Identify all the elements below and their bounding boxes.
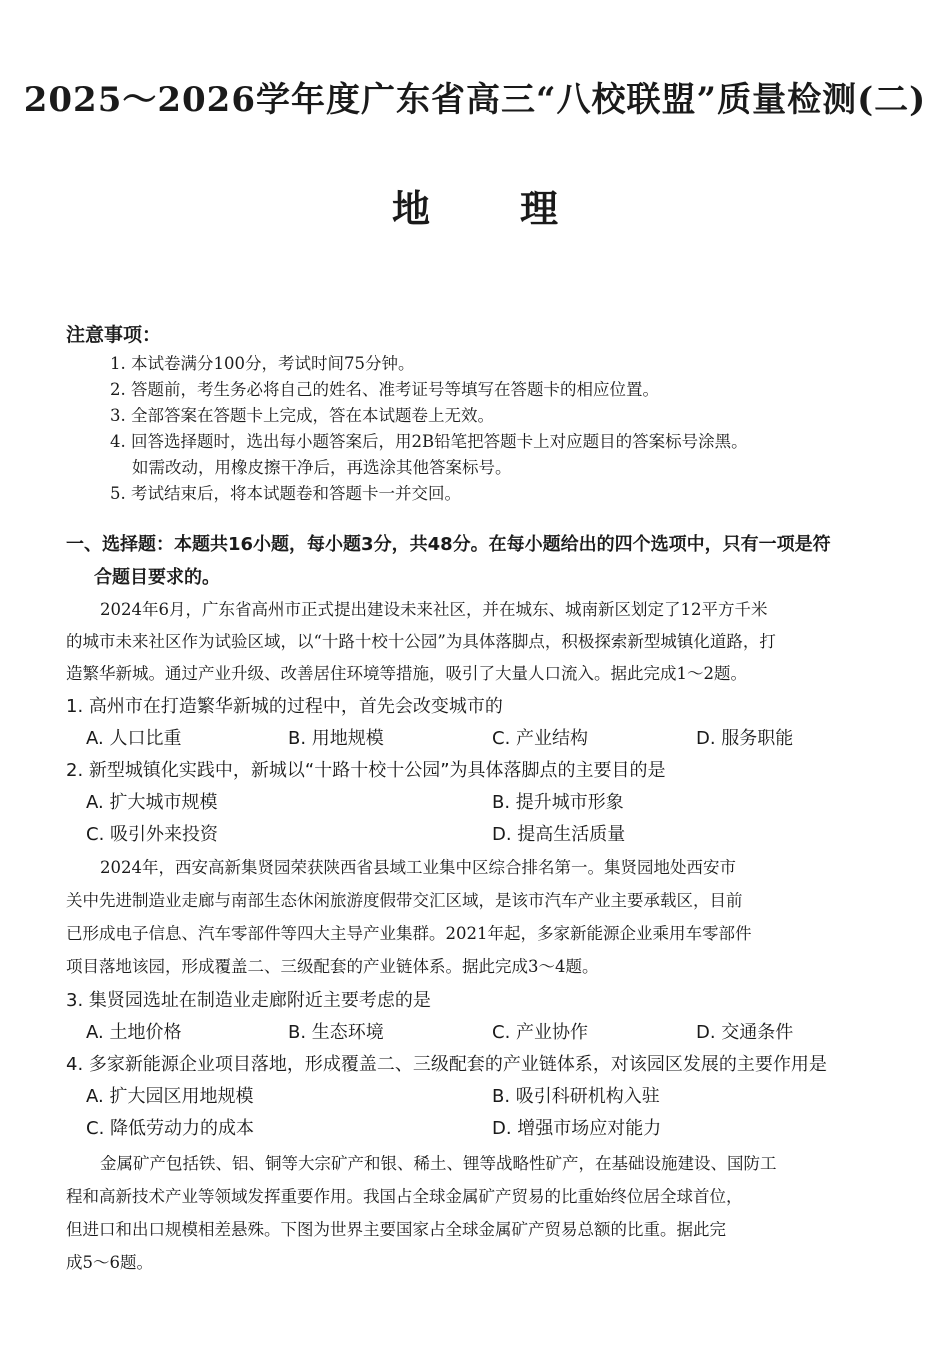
- exam-title: 2025～2026学年度广东省高三“八校联盟”质量检测(二): [23, 80, 927, 120]
- q2-option-c: C. 吸引外来投资: [86, 824, 219, 845]
- q4-option-b: B. 吸引科研机构入驻: [492, 1086, 660, 1107]
- passage-line: 成5～6题。: [66, 1253, 153, 1272]
- passage-line: 但进口和出口规模相差悬殊。下图为世界主要国家占全球金属矿产贸易总额的比重。据此完: [66, 1220, 726, 1239]
- passage-line: 2024年，西安高新集贤园荣获陕西省县域工业集中区综合排名第一。集贤园地处西安市: [100, 858, 736, 877]
- notes-heading: 注意事项：: [66, 324, 162, 346]
- question-2-stem: 2. 新型城镇化实践中，新城以“十路十校十公园”为具体落脚点的主要目的是: [66, 760, 666, 781]
- note-item: 3. 全部答案在答题卡上完成，答在本试题卷上无效。: [110, 406, 494, 425]
- section-heading-continued: 合题目要求的。: [94, 567, 220, 588]
- q1-option-c: C. 产业结构: [492, 728, 589, 749]
- q4-option-c: C. 降低劳动力的成本: [86, 1118, 255, 1139]
- q3-option-b: B. 生态环境: [288, 1022, 384, 1043]
- q2-option-d: D. 提高生活质量: [492, 824, 626, 845]
- note-item: 2. 答题前，考生务必将自己的姓名、准考证号等填写在答题卡的相应位置。: [110, 380, 659, 399]
- passage-line: 关中先进制造业走廊与南部生态休闲旅游度假带交汇区域，是该市汽车产业主要承载区，目前: [66, 891, 743, 910]
- passage-line: 的城市未来社区作为试验区域，以“十路十校十公园”为具体落脚点，积极探索新型城镇化道路，打: [66, 632, 776, 651]
- note-item: 4. 回答选择题时，选出每小题答案后，用2B铅笔把答题卡上对应题目的答案标号涂黑。: [110, 432, 748, 451]
- question-3-stem: 3. 集贤园选址在制造业走廊附近主要考虑的是: [66, 990, 431, 1011]
- note-item: 1. 本试卷满分100分，考试时间75分钟。: [110, 354, 415, 373]
- subject-title: 地理: [391, 187, 648, 231]
- passage-line: 造繁华新城。通过产业升级、改善居住环境等措施，吸引了大量人口流入。据此完成1～2题。: [66, 664, 747, 683]
- passage-line: 已形成电子信息、汽车零部件等四大主导产业集群。2021年起，多家新能源企业乘用车零部件: [66, 924, 752, 943]
- q4-option-a: A. 扩大园区用地规模: [86, 1086, 254, 1107]
- passage-line: 项目落地该园，形成覆盖二、三级配套的产业链体系。据此完成3～4题。: [66, 957, 599, 976]
- question-4-stem: 4. 多家新能源企业项目落地，形成覆盖二、三级配套的产业链体系，对该园区发展的主要作用是: [66, 1054, 827, 1075]
- note-item-continued: 如需改动，用橡皮擦干净后，再选涂其他答案标号。: [132, 458, 512, 477]
- q3-option-c: C. 产业协作: [492, 1022, 589, 1043]
- q1-option-a: A. 人口比重: [86, 728, 182, 749]
- question-1-stem: 1. 高州市在打造繁华新城的过程中，首先会改变城市的: [66, 696, 503, 717]
- passage-line: 2024年6月，广东省高州市正式提出建设未来社区，并在城东、城南新区划定了12平方千米: [100, 600, 768, 619]
- q1-option-d: D. 服务职能: [696, 728, 794, 749]
- section-heading: 一、选择题：本题共16小题，每小题3分，共48分。在每小题给出的四个选项中，只有一项是符: [66, 534, 831, 555]
- q2-option-b: B. 提升城市形象: [492, 792, 624, 813]
- passage-line: 程和高新技术产业等领域发挥重要作用。我国占全球金属矿产贸易的比重始终位居全球首位，: [66, 1187, 743, 1206]
- q2-option-a: A. 扩大城市规模: [86, 792, 218, 813]
- q3-option-a: A. 土地价格: [86, 1022, 182, 1043]
- q4-option-d: D. 增强市场应对能力: [492, 1118, 662, 1139]
- q3-option-d: D. 交通条件: [696, 1022, 794, 1043]
- q1-option-b: B. 用地规模: [288, 728, 384, 749]
- passage-line: 金属矿产包括铁、铝、铜等大宗矿产和银、稀土、锂等战略性矿产，在基础设施建设、国防工: [100, 1154, 777, 1173]
- note-item: 5. 考试结束后，将本试题卷和答题卡一并交回。: [110, 484, 461, 503]
